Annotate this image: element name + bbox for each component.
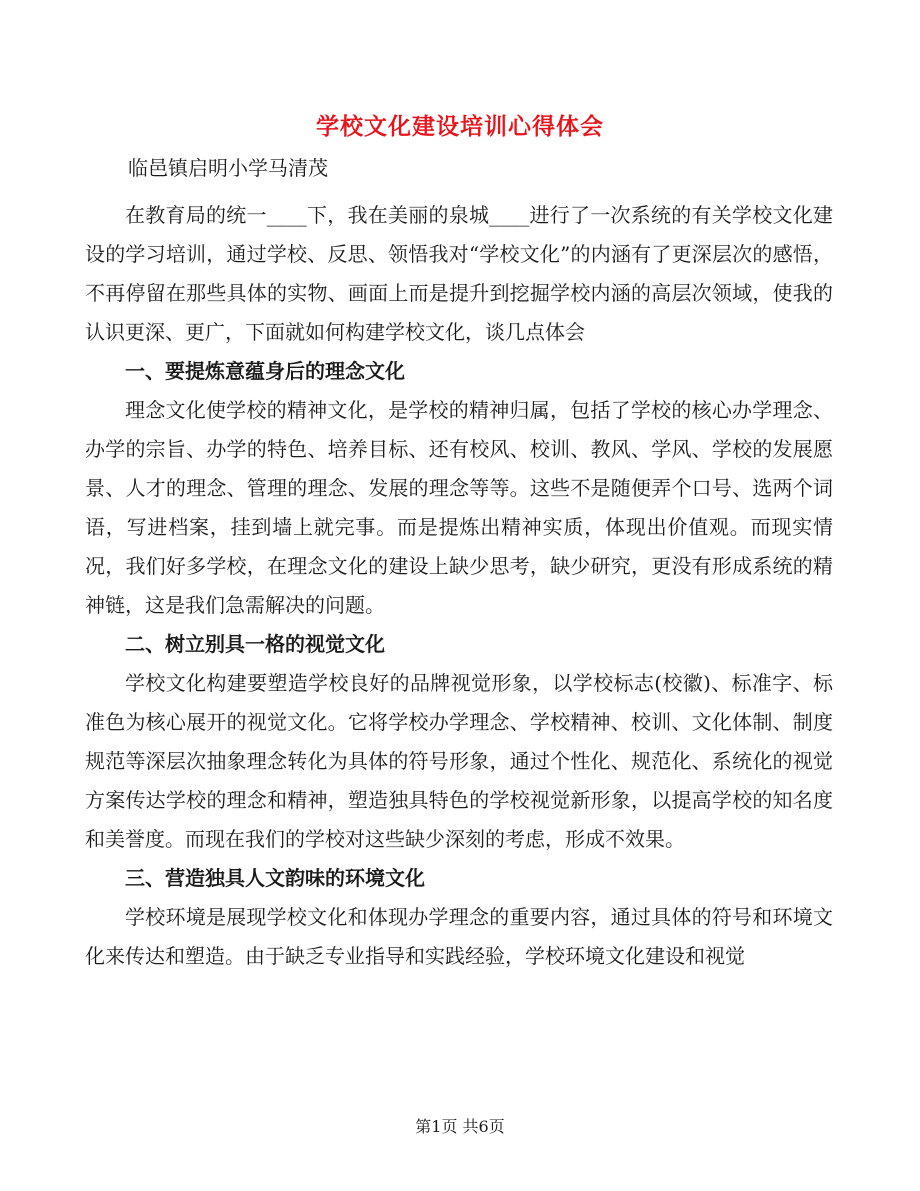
section-heading-2: 二、树立别具一格的视觉文化 [125,632,385,656]
page-indicator: 第1页 共6页 [415,1117,505,1136]
section-body-3: 学校环境是展现学校文化和体现办学理念的重要内容，通过具体的符号和环境文化来传达和塑造。由于缺乏专业指导和实践经验，学校环境文化建设和视觉 [85,905,833,968]
section-heading-1: 一、要提炼意蕴身后的理念文化 [125,359,405,383]
document-body [85,196,833,976]
section-body-1: 理念文化使学校的精神文化，是学校的精神归属，包括了学校的核心办学理念、办学的宗旨、办学的特色、培养目标、还有校风、校训、教风、学风、学校的发展愿景、人才的理念、管理的理念、发展的理念等等。这些不是随便弄个口号、选两个词语，写进档案，挂到墙上就完事。而是提炼出精神实质，体现出价值观。而现实情况，我们好多学校，在理念文化的建设上缺少思考，缺少研究，更没有形成系统的精神链，这是我们急需解决的问题。 [85,398,833,617]
section-heading-3: 三、营造独具人文韵味的环境文化 [125,866,425,890]
section-body-2: 学校文化构建要塑造学校良好的品牌视觉形象，以学校标志(校徽)、标准字、标准色为核心展开的视觉文化。它将学校办学理念、学校精神、校训、文化体制、制度规范等深层次抽象理念转化为具体的符号形象，通过个性化、规范化、系统化的视觉方案传达学校的理念和精神，塑造独具特色的学校视觉新形象，以提高学校的知名度和美誉度。而现在我们的学校对这些缺少深刻的考虑，形成不效果。 [85,671,833,851]
document-title: 学校文化建设培训心得体会 [316,113,604,140]
intro-paragraph: 在教育局的统一____下，我在美丽的泉城____进行了一次系统的有关学校文化建设的学习培训，通过学校、反思、领悟我对“学校文化”的内涵有了更深层次的感悟，不再停留在那些具体的实物、画面上而是提升到挖掘学校内涵的高层次领域，使我的认识更深、更广，下面就如何构建学校文化，谈几点体会 [85,203,833,344]
document-author: 临邑镇启明小学马清茂 [128,156,328,180]
